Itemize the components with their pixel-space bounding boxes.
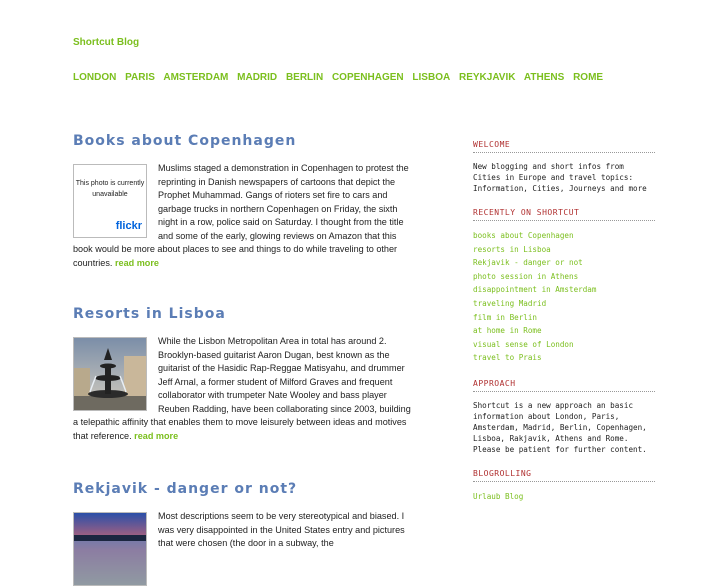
nav-link-reykjavik[interactable]: REYKJAVIK (458, 72, 516, 83)
recent-link[interactable]: visual sense of London (473, 339, 574, 349)
nav-link-london[interactable]: LONDON (73, 72, 117, 83)
post (73, 481, 418, 588)
blogrolling-section (473, 469, 655, 504)
nav-link-amsterdam[interactable]: AMSTERDAM (163, 72, 229, 83)
recent-link[interactable]: resorts in Lisboa (473, 244, 551, 254)
site-title[interactable]: Shortcut Blog (73, 37, 140, 48)
post-excerpt: Muslims staged a demonstration in Copenhagen to protest the reprinting in Danish newspapers of cartoons that depict the Prophet Muhammad. Gangs of rioters set fire to cars and garbage trucks in northern Copenhagen on Friday, the sixth night in a row, police said on Saturday. I thought from the title and some of the early, glowing reviews on Amazon that this book would be more about places to see and things to do while traveling to other countries. (73, 163, 409, 268)
recent-link[interactable]: Rekjavik - danger or not (473, 258, 583, 268)
post-title[interactable]: Resorts in Lisboa (73, 306, 226, 322)
photo-unavailable-thumbnail[interactable] (73, 164, 147, 238)
recent-link[interactable]: film in Berlin (473, 312, 538, 322)
post (73, 133, 418, 270)
post (73, 306, 418, 443)
fountain-photo (74, 338, 147, 411)
nav-link-paris[interactable]: PARIS (125, 72, 155, 83)
recent-link[interactable]: at home in Rome (473, 326, 542, 336)
post-excerpt: While the Lisbon Metropolitan Area in total has around 2. Brooklyn-based guitarist Aaron Dugan, best known as the guitarist of the Hasidic Rap-Reggae Matisyahu, and drummer Jeff Arnal, a former student of Milford Graves and frequent collaborator with trumpeter Nate Wooley and bass player Reuben Radding, have been collaborating since 2003, building a telepathic affinity that enables them to move leisurely between ideas and motives that reference. (73, 336, 411, 441)
blogroll-link[interactable]: Urlaub Blog (473, 491, 524, 501)
welcome-text: New blogging and short infos from Cities in Europe and travel topics: Information, Cities, Journeys and more (473, 162, 647, 193)
sidebar-heading: WELCOME (473, 140, 655, 153)
post-title[interactable]: Books about Copenhagen (73, 133, 297, 149)
recent-link[interactable]: traveling Madrid (473, 298, 547, 308)
recent-link[interactable]: books about Copenhagen (473, 231, 574, 240)
nav-link-madrid[interactable]: MADRID (237, 72, 278, 83)
sunset-photo-thumbnail[interactable] (73, 512, 147, 586)
post-title[interactable]: Rekjavik - danger or not? (73, 481, 298, 497)
recent-section (473, 208, 655, 365)
nav-link-athens[interactable]: ATHENS (523, 72, 565, 83)
nav-link-copenhagen[interactable]: COPENHAGEN (331, 72, 404, 83)
recent-link[interactable]: travel to Prais (473, 353, 542, 363)
sidebar (473, 140, 655, 518)
fountain-photo-thumbnail[interactable] (73, 337, 147, 411)
welcome-section (473, 140, 655, 194)
nav-link-lisboa[interactable]: LISBOA (412, 72, 451, 83)
approach-text: Shortcut is a new approach an basic information about London, Paris, Amsterdam, Madrid, Berlin, Copenhagen, Lisboa, Rakjavik, Athens and Rome. Please be patient for further content. (473, 400, 647, 454)
sunset-photo (74, 513, 147, 586)
city-nav (73, 72, 609, 83)
nav-link-berlin[interactable]: BERLIN (285, 72, 324, 83)
sidebar-heading: RECENTLY ON SHORTCUT (473, 208, 655, 221)
recent-link[interactable]: disappointment in Amsterdam (473, 285, 597, 295)
read-more-link[interactable]: read more (134, 430, 179, 441)
photo-unavailable-text: This photo is currently unavailable (75, 180, 145, 198)
sidebar-heading: APPROACH (473, 379, 655, 392)
read-more-link[interactable]: read more (114, 257, 159, 268)
sidebar-heading: BLOGROLLING (473, 469, 655, 482)
nav-link-rome[interactable]: ROME (573, 72, 604, 83)
recent-link[interactable]: photo session in Athens (473, 271, 579, 281)
approach-section (473, 379, 655, 455)
post-excerpt: Most descriptions seem to be very stereotypical and biased. I was very disappointed in the United States entry and pictures that were chosen (the door in a subway, the (158, 511, 405, 548)
flickr-logo: flickr (115, 219, 142, 232)
